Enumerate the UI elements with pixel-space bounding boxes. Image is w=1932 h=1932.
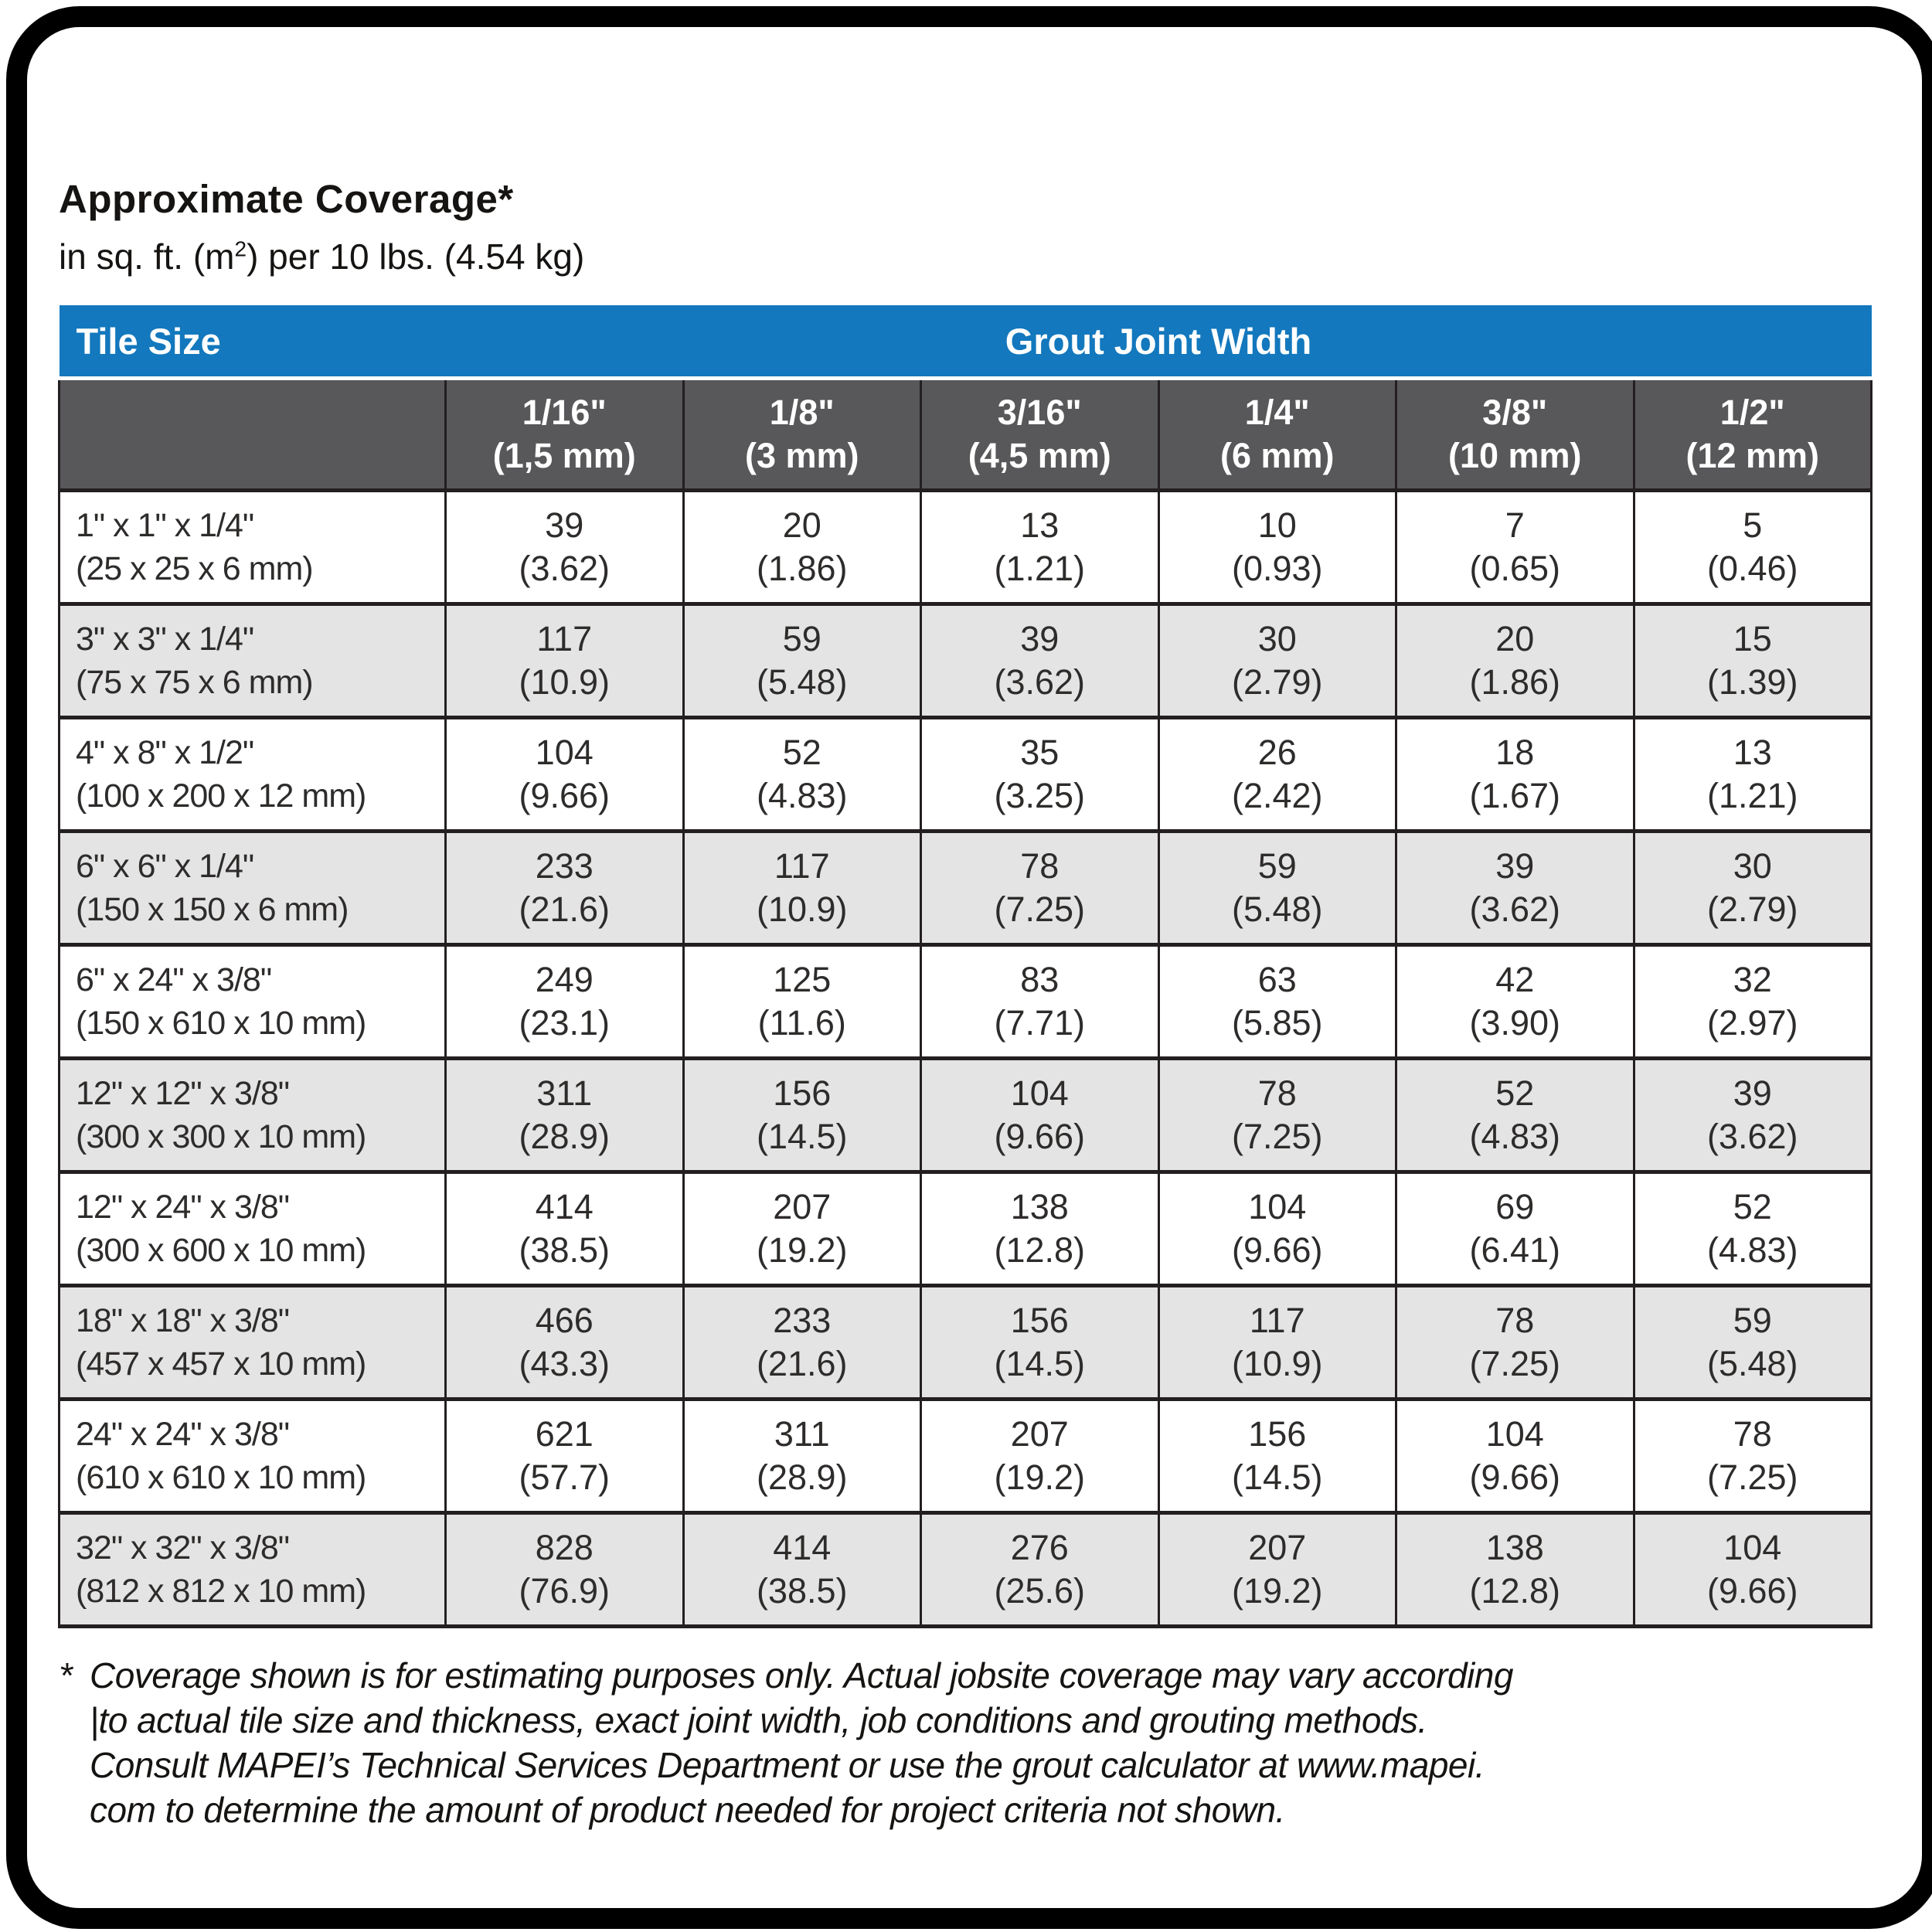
coverage-table-head: [60, 305, 1872, 491]
tile-size-cell: [60, 604, 446, 718]
coverage-m2: (76.9): [519, 1571, 611, 1611]
table-row: [60, 1400, 1872, 1513]
tile-size-inches: 12" x 12" x 3/8": [76, 1075, 290, 1112]
coverage-cell: [921, 1172, 1159, 1286]
coverage-m2: (38.5): [519, 1230, 611, 1270]
coverage-m2: (19.2): [994, 1458, 1086, 1497]
coverage-cell: [1634, 832, 1872, 945]
coverage-cell: [1396, 1513, 1634, 1627]
coverage-sqft: 52: [1495, 1073, 1535, 1113]
coverage-sqft: 20: [1495, 619, 1535, 658]
coverage-m2: (9.66): [1469, 1458, 1561, 1497]
coverage-sqft: 104: [535, 733, 594, 772]
coverage-cell: [1158, 1286, 1396, 1400]
coverage-m2: (2.79): [1231, 662, 1323, 702]
coverage-sqft: 30: [1733, 846, 1772, 886]
coverage-m2: (10.9): [519, 662, 611, 702]
coverage-cell: [1396, 832, 1634, 945]
tile-size-mm: (150 x 610 x 10 mm): [76, 1005, 366, 1042]
table-row: [60, 491, 1872, 604]
table-row: [60, 718, 1872, 832]
tile-size-mm: (25 x 25 x 6 mm): [76, 550, 313, 587]
coverage-sqft: 83: [1020, 960, 1060, 999]
coverage-sqft: 78: [1495, 1301, 1535, 1340]
coverage-cell: [1158, 491, 1396, 604]
tile-size-inches: 3" x 3" x 1/4": [76, 621, 254, 658]
page-title: Approximate Coverage*: [59, 177, 514, 221]
joint-width-inches: 3/8": [1482, 393, 1548, 432]
coverage-sqft: 621: [535, 1414, 594, 1454]
tile-size-mm: (457 x 457 x 10 mm): [76, 1345, 366, 1383]
coverage-sqft: 104: [1485, 1414, 1544, 1454]
coverage-cell: [1634, 1400, 1872, 1513]
coverage-sqft: 233: [773, 1301, 832, 1340]
coverage-cell: [1396, 1286, 1634, 1400]
tile-size-inches: 18" x 18" x 3/8": [76, 1302, 290, 1339]
joint-width-mm: (6 mm): [1219, 436, 1335, 475]
tile-size-mm: (812 x 812 x 10 mm): [76, 1573, 366, 1610]
coverage-cell: [446, 1513, 684, 1627]
coverage-cell: [1634, 718, 1872, 832]
empty-corner-cell: [60, 379, 446, 491]
coverage-m2: (14.5): [756, 1117, 848, 1156]
tile-size-mm: (150 x 150 x 6 mm): [76, 891, 349, 928]
coverage-sqft: 15: [1733, 619, 1772, 658]
subtitle-text-post: ) per 10 lbs. (4.54 kg): [247, 236, 585, 277]
coverage-cell: [683, 832, 921, 945]
coverage-sqft: 104: [1248, 1187, 1307, 1226]
tile-size-cell: [60, 1400, 446, 1513]
coverage-sqft: 466: [535, 1301, 594, 1340]
tile-size-cell: [60, 1286, 446, 1400]
joint-width-mm: (12 mm): [1685, 436, 1820, 475]
coverage-m2: (1.86): [756, 549, 848, 588]
coverage-m2: (11.6): [757, 1003, 846, 1043]
footnote-line: |to actual tile size and thickness, exact joint width, job conditions and grouting methods.: [90, 1700, 1427, 1740]
tile-size-cell: [60, 491, 446, 604]
coverage-cell: [1396, 604, 1634, 718]
coverage-m2: (4.83): [756, 776, 848, 815]
coverage-m2: (23.1): [519, 1003, 611, 1043]
coverage-sqft: 207: [1010, 1414, 1069, 1454]
coverage-sqft: 59: [1733, 1301, 1772, 1340]
joint-width-inches: 1/4": [1244, 393, 1310, 432]
coverage-sqft: 5: [1743, 505, 1763, 545]
subtitle-text-pre: in sq. ft. (m: [59, 236, 235, 277]
coverage-sqft: 69: [1495, 1187, 1535, 1226]
table-row: [60, 1059, 1872, 1172]
tile-size-cell: [60, 1059, 446, 1172]
coverage-cell: [446, 1400, 684, 1513]
tile-size-inches: 12" x 24" x 3/8": [76, 1189, 290, 1226]
grout-joint-width-header: Grout Joint Width: [446, 305, 1872, 379]
coverage-m2: (5.48): [1231, 889, 1323, 929]
column-header-3-8: [1396, 379, 1634, 491]
tile-size-inches: 6" x 24" x 3/8": [76, 961, 272, 998]
coverage-m2: (14.5): [994, 1344, 1086, 1383]
tile-size-inches: 6" x 6" x 1/4": [76, 848, 254, 885]
joint-width-inches: 1/16": [522, 393, 607, 432]
coverage-m2: (19.2): [756, 1230, 848, 1270]
coverage-cell: [1158, 1172, 1396, 1286]
coverage-m2: (7.25): [1706, 1458, 1798, 1497]
coverage-cell: [446, 832, 684, 945]
coverage-sqft: 276: [1010, 1528, 1069, 1567]
coverage-cell: [1634, 1286, 1872, 1400]
tile-size-inches: 24" x 24" x 3/8": [76, 1416, 290, 1453]
coverage-cell: [446, 491, 684, 604]
coverage-cell: [921, 1513, 1159, 1627]
joint-width-mm: (1,5 mm): [492, 436, 636, 475]
coverage-m2: (3.25): [994, 776, 1086, 815]
coverage-table: [58, 305, 1872, 1628]
column-header-1-4: [1158, 379, 1396, 491]
coverage-cell: [683, 1172, 921, 1286]
tile-size-inches: 1" x 1" x 1/4": [76, 507, 254, 544]
coverage-cell: [683, 1400, 921, 1513]
coverage-cell: [1158, 718, 1396, 832]
coverage-m2: (9.66): [1706, 1571, 1798, 1611]
coverage-m2: (21.6): [519, 889, 611, 929]
table-row: [60, 1172, 1872, 1286]
coverage-m2: (43.3): [519, 1344, 611, 1383]
coverage-sqft: 13: [1733, 733, 1772, 772]
footnote: [59, 1653, 1886, 1832]
coverage-cell: [1396, 945, 1634, 1059]
coverage-m2: (57.7): [519, 1458, 611, 1497]
coverage-cell: [446, 1172, 684, 1286]
coverage-m2: (25.6): [994, 1571, 1086, 1611]
coverage-m2: (12.8): [1469, 1571, 1561, 1611]
coverage-m2: (12.8): [994, 1230, 1086, 1270]
coverage-sqft: 18: [1495, 733, 1535, 772]
coverage-cell: [683, 1059, 921, 1172]
coverage-cell: [1396, 718, 1634, 832]
tile-size-mm: (610 x 610 x 10 mm): [76, 1459, 366, 1496]
coverage-m2: (0.93): [1231, 549, 1323, 588]
coverage-m2: (9.66): [994, 1117, 1086, 1156]
coverage-sqft: 104: [1010, 1073, 1069, 1113]
coverage-m2: (10.9): [756, 889, 848, 929]
tile-size-inches: 32" x 32" x 3/8": [76, 1529, 290, 1566]
joint-width-mm: (4,5 mm): [968, 436, 1111, 475]
coverage-cell: [683, 491, 921, 604]
coverage-sqft: 156: [1248, 1414, 1307, 1454]
coverage-sqft: 311: [774, 1414, 830, 1454]
coverage-cell: [683, 604, 921, 718]
coverage-cell: [921, 1059, 1159, 1172]
coverage-cell: [446, 945, 684, 1059]
coverage-cell: [1634, 1172, 1872, 1286]
coverage-sqft: 39: [1495, 846, 1535, 886]
coverage-cell: [921, 718, 1159, 832]
coverage-m2: (1.67): [1469, 776, 1561, 815]
coverage-cell: [1158, 1059, 1396, 1172]
column-header-row: [60, 379, 1872, 491]
coverage-sqft: 414: [773, 1528, 832, 1567]
tile-size-cell: [60, 1172, 446, 1286]
column-header-1-2: [1634, 379, 1872, 491]
coverage-sqft: 32: [1733, 960, 1772, 999]
coverage-m2: (21.6): [756, 1344, 848, 1383]
joint-width-mm: (3 mm): [744, 436, 859, 475]
table-row: [60, 832, 1872, 945]
tile-size-mm: (100 x 200 x 12 mm): [76, 777, 366, 815]
coverage-cell: [1158, 1513, 1396, 1627]
coverage-m2: (5.48): [756, 662, 848, 702]
coverage-m2: (2.97): [1706, 1003, 1798, 1043]
coverage-cell: [921, 945, 1159, 1059]
coverage-sqft: 104: [1723, 1528, 1782, 1567]
coverage-sqft: 52: [1733, 1187, 1772, 1226]
coverage-m2: (4.83): [1706, 1230, 1798, 1270]
coverage-sqft: 233: [535, 846, 594, 886]
coverage-sqft: 117: [774, 846, 830, 886]
coverage-cell: [683, 1513, 921, 1627]
tile-size-mm: (300 x 600 x 10 mm): [76, 1232, 366, 1269]
subtitle-superscript: 2: [234, 236, 247, 261]
coverage-m2: (14.5): [1231, 1458, 1323, 1497]
tile-size-mm: (300 x 300 x 10 mm): [76, 1118, 366, 1155]
coverage-sqft: 42: [1495, 960, 1535, 999]
joint-width-mm: (10 mm): [1447, 436, 1582, 475]
page-subtitle: [59, 236, 1932, 277]
table-header-row: [60, 305, 1872, 379]
coverage-sqft: 414: [535, 1187, 594, 1226]
coverage-m2: (2.79): [1706, 889, 1798, 929]
coverage-cell: [921, 1286, 1159, 1400]
coverage-sqft: 117: [1249, 1301, 1305, 1340]
coverage-sqft: 138: [1010, 1187, 1069, 1226]
coverage-m2: (28.9): [756, 1458, 848, 1497]
coverage-cell: [446, 1059, 684, 1172]
coverage-table-body: [60, 491, 1872, 1627]
coverage-sqft: 207: [1248, 1528, 1307, 1567]
coverage-m2: (3.62): [994, 662, 1086, 702]
table-row: [60, 604, 1872, 718]
column-header-3-16: [921, 379, 1159, 491]
coverage-sqft: 249: [535, 960, 594, 999]
coverage-sqft: 311: [536, 1073, 593, 1113]
coverage-sqft: 52: [782, 733, 821, 772]
coverage-cell: [1396, 1172, 1634, 1286]
joint-width-inches: 1/8": [769, 393, 835, 432]
tile-size-cell: [60, 718, 446, 832]
coverage-m2: (1.39): [1706, 662, 1798, 702]
tile-size-mm: (75 x 75 x 6 mm): [76, 664, 313, 701]
coverage-cell: [1158, 604, 1396, 718]
coverage-sqft: 78: [1257, 1073, 1297, 1113]
coverage-sqft: 125: [773, 960, 832, 999]
coverage-cell: [1396, 491, 1634, 604]
coverage-cell: [446, 1286, 684, 1400]
coverage-cell: [1634, 945, 1872, 1059]
coverage-cell: [446, 604, 684, 718]
joint-width-inches: 1/2": [1719, 393, 1785, 432]
table-row: [60, 945, 1872, 1059]
coverage-sqft: 59: [782, 619, 821, 658]
coverage-sqft: 10: [1257, 505, 1297, 545]
table-row: [60, 1286, 1872, 1400]
coverage-sqft: 39: [1733, 1073, 1772, 1113]
tile-size-inches: 4" x 8" x 1/2": [76, 734, 254, 771]
coverage-cell: [1634, 491, 1872, 604]
coverage-m2: (7.25): [1231, 1117, 1323, 1156]
coverage-sqft: 138: [1485, 1528, 1544, 1567]
coverage-m2: (4.83): [1469, 1117, 1561, 1156]
coverage-sqft: 39: [1020, 619, 1060, 658]
column-header-1-16: [446, 379, 684, 491]
coverage-sqft: 207: [773, 1187, 832, 1226]
coverage-sqft: 20: [782, 505, 821, 545]
coverage-cell: [1634, 1513, 1872, 1627]
coverage-cell: [1634, 604, 1872, 718]
coverage-cell: [1396, 1059, 1634, 1172]
footnote-line: Coverage shown is for estimating purposes only. Actual jobsite coverage may vary according: [90, 1655, 1513, 1696]
coverage-sqft: 63: [1257, 960, 1297, 999]
coverage-cell: [1158, 945, 1396, 1059]
coverage-m2: (9.66): [1231, 1230, 1323, 1270]
coverage-m2: (1.21): [994, 549, 1086, 588]
coverage-cell: [921, 604, 1159, 718]
coverage-m2: (10.9): [1231, 1344, 1323, 1383]
coverage-sqft: 78: [1733, 1414, 1772, 1454]
coverage-sqft: 30: [1257, 619, 1297, 658]
tile-size-cell: [60, 1513, 446, 1627]
footnote-line: Consult MAPEI’s Technical Services Department or use the grout calculator at www.mapei.: [90, 1745, 1485, 1785]
footnote-asterisk: *: [59, 1655, 73, 1696]
coverage-m2: (5.85): [1231, 1003, 1323, 1043]
coverage-sqft: 13: [1020, 505, 1060, 545]
coverage-m2: (7.71): [994, 1003, 1086, 1043]
tile-size-cell: [60, 832, 446, 945]
coverage-m2: (3.90): [1469, 1003, 1561, 1043]
coverage-m2: (19.2): [1231, 1571, 1323, 1611]
coverage-m2: (0.65): [1469, 549, 1561, 588]
coverage-cell: [683, 945, 921, 1059]
coverage-sqft: 828: [535, 1528, 594, 1567]
coverage-cell: [921, 832, 1159, 945]
coverage-m2: (28.9): [519, 1117, 611, 1156]
coverage-m2: (1.86): [1469, 662, 1561, 702]
coverage-sqft: 59: [1257, 846, 1297, 886]
coverage-m2: (7.25): [994, 889, 1086, 929]
coverage-m2: (7.25): [1469, 1344, 1561, 1383]
coverage-m2: (1.21): [1706, 776, 1798, 815]
table-row: [60, 1513, 1872, 1627]
coverage-cell: [446, 718, 684, 832]
coverage-m2: (5.48): [1706, 1344, 1798, 1383]
coverage-cell: [921, 1400, 1159, 1513]
coverage-m2: (9.66): [519, 776, 611, 815]
coverage-m2: (3.62): [1469, 889, 1561, 929]
coverage-sqft: 156: [773, 1073, 832, 1113]
tile-size-cell: [60, 945, 446, 1059]
coverage-cell: [683, 1286, 921, 1400]
coverage-cell: [1396, 1400, 1634, 1513]
coverage-cell: [1158, 832, 1396, 945]
coverage-cell: [1634, 1059, 1872, 1172]
coverage-m2: (0.46): [1706, 549, 1798, 588]
coverage-sqft: 39: [545, 505, 584, 545]
coverage-sqft: 78: [1020, 846, 1060, 886]
coverage-sqft: 35: [1020, 733, 1060, 772]
coverage-cell: [1158, 1400, 1396, 1513]
tile-size-header: Tile Size: [60, 305, 446, 379]
coverage-sqft: 26: [1257, 733, 1297, 772]
coverage-m2: (2.42): [1231, 776, 1323, 815]
coverage-m2: (3.62): [1706, 1117, 1798, 1156]
joint-width-inches: 3/16": [997, 393, 1082, 432]
coverage-sqft: 156: [1010, 1301, 1069, 1340]
coverage-m2: (6.41): [1469, 1230, 1561, 1270]
coverage-cell: [921, 491, 1159, 604]
coverage-sqft: 117: [536, 619, 593, 658]
coverage-cell: [683, 718, 921, 832]
coverage-m2: (3.62): [519, 549, 611, 588]
column-header-1-8: [683, 379, 921, 491]
coverage-m2: (38.5): [756, 1571, 848, 1611]
coverage-sqft: 7: [1505, 505, 1525, 545]
footnote-line: com to determine the amount of product needed for project criteria not shown.: [90, 1790, 1285, 1830]
